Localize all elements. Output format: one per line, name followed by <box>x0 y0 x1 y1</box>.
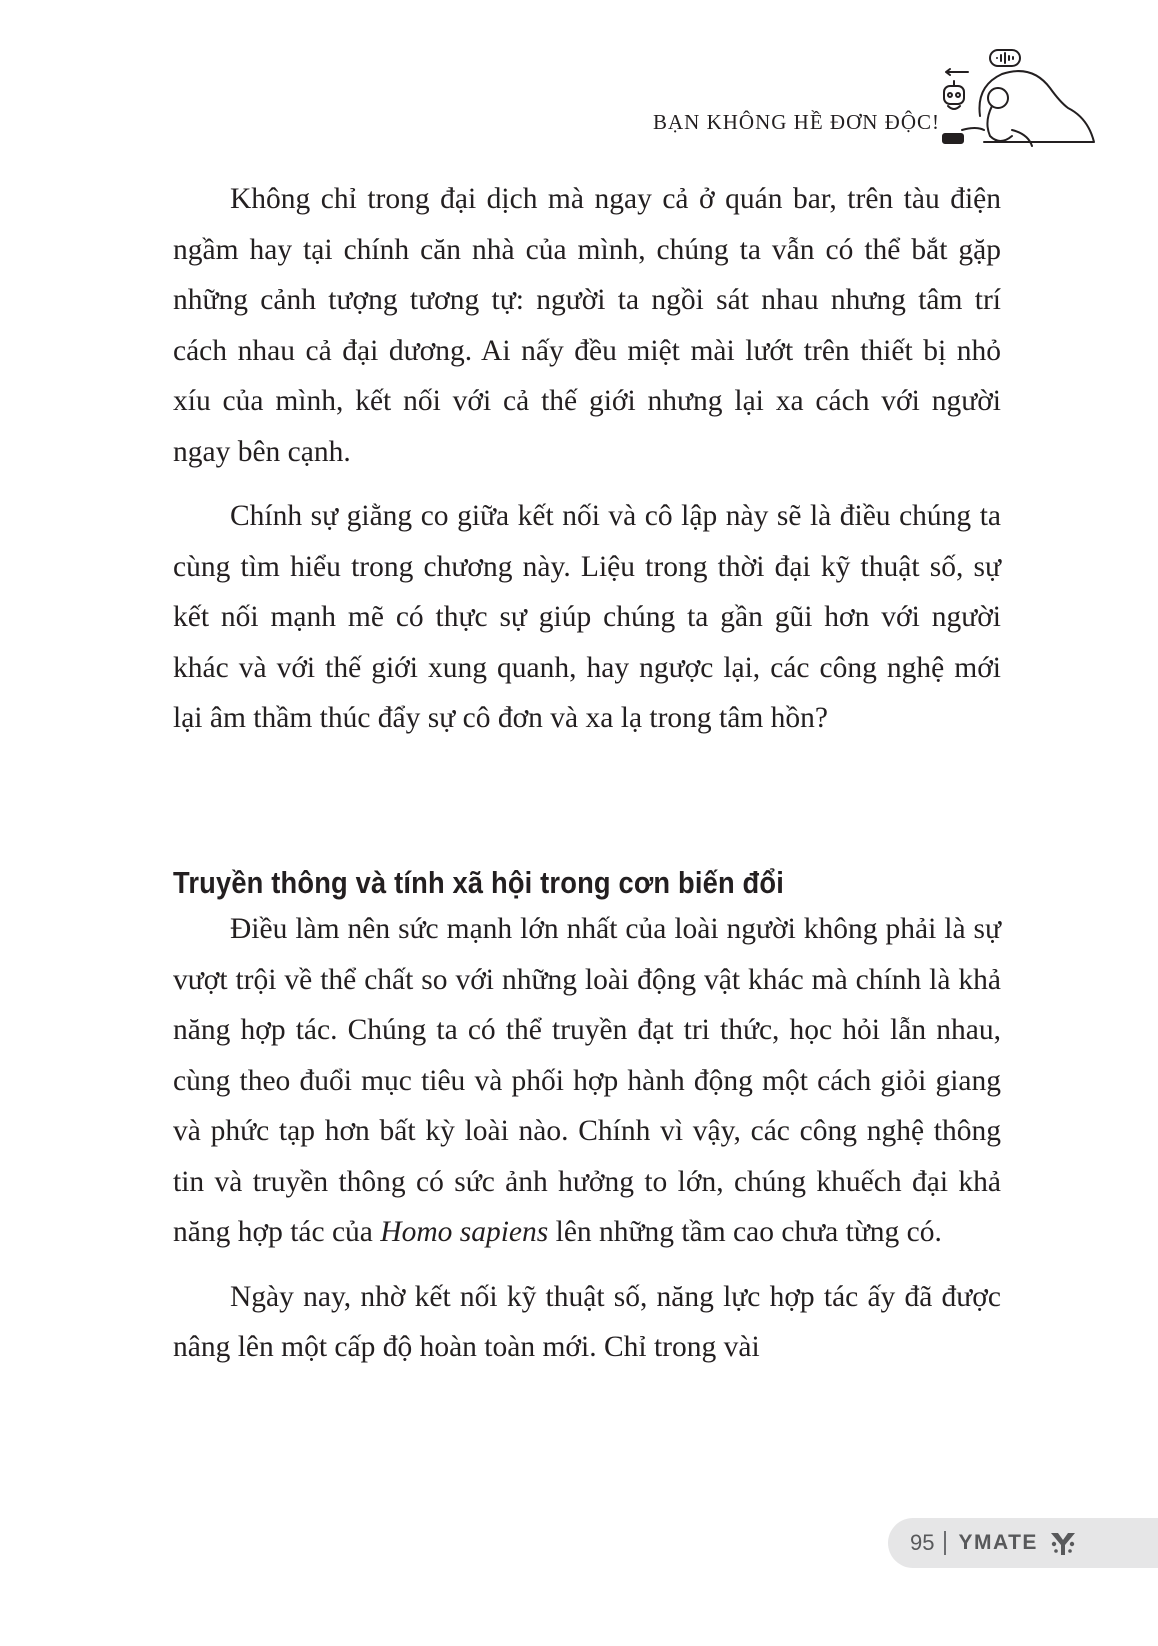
body-text-top <box>173 174 1001 758</box>
brand-name: YMATE <box>958 1531 1038 1554</box>
species-name: Homo sapiens <box>380 1216 549 1248</box>
body-text-bottom <box>173 904 1001 1387</box>
paragraph-1: Không chỉ trong đại dịch mà ngay cả ở quán bar, trên tàu điện ngầm hay tại chính căn nhà của mình, chúng ta vẫn có thể bắt gặp những cảnh tượng tương tự: người ta ngồi sát nhau nhưng tâm trí cách nhau cả đại dương. Ai nấy đều miệt mài lướt trên thiết bị nhỏ xíu của mình, kết nối với cả thế giới nhưng lại xa cách với người ngay bên cạnh. <box>173 183 1001 468</box>
paragraph-3-tail: lên những tầm cao chưa từng có. <box>555 1216 942 1248</box>
ymate-logo-icon <box>1048 1528 1078 1558</box>
paragraph-3-text: Điều làm nên sức mạnh lớn nhất của loài người không phải là sự vượt trội về thể chất so với những loài động vật khác mà chính là khả năng hợp tác. Chúng ta có thể truyền đạt tri thức, học hỏi lẫn nhau, cùng theo đuổi mục tiêu và phối hợp hành động một cách giỏi giang và phức tạp hơn bất kỳ loài nào. Chính vì vậy, các công nghệ thông tin và truyền thông có sức ảnh hưởng to lớn, chúng khuếch đại khả năng hợp tác của <box>173 913 1001 1248</box>
page-number: 95 <box>910 1530 935 1555</box>
footer-tab <box>888 1518 1158 1568</box>
running-head: BẠN KHÔNG HỀ ĐƠN ĐỘC! <box>653 110 940 134</box>
paragraph-3 <box>173 904 1001 1258</box>
footer-divider <box>944 1531 946 1555</box>
paragraph-4: Ngày nay, nhờ kết nối kỹ thuật số, năng lực hợp tác ấy đã được nâng lên một cấp độ hoàn toàn mới. Chỉ trong vài <box>173 1280 1001 1363</box>
robot-and-thinking-person-illustration <box>940 46 1100 161</box>
paragraph-2: Chính sự giằng co giữa kết nối và cô lập này sẽ là điều chúng ta cùng tìm hiểu trong chương này. Liệu trong thời đại kỹ thuật số, sự kết nối mạnh mẽ có thực sự giúp chúng ta gần gũi hơn với người khác và với thế giới xung quanh, hay ngược lại, các công nghệ mới lại âm thầm thúc đẩy sự cô đơn và xa lạ trong tâm hồn? <box>173 500 1001 734</box>
section-heading: Truyền thông và tính xã hội trong cơn biến đổi <box>173 865 784 900</box>
